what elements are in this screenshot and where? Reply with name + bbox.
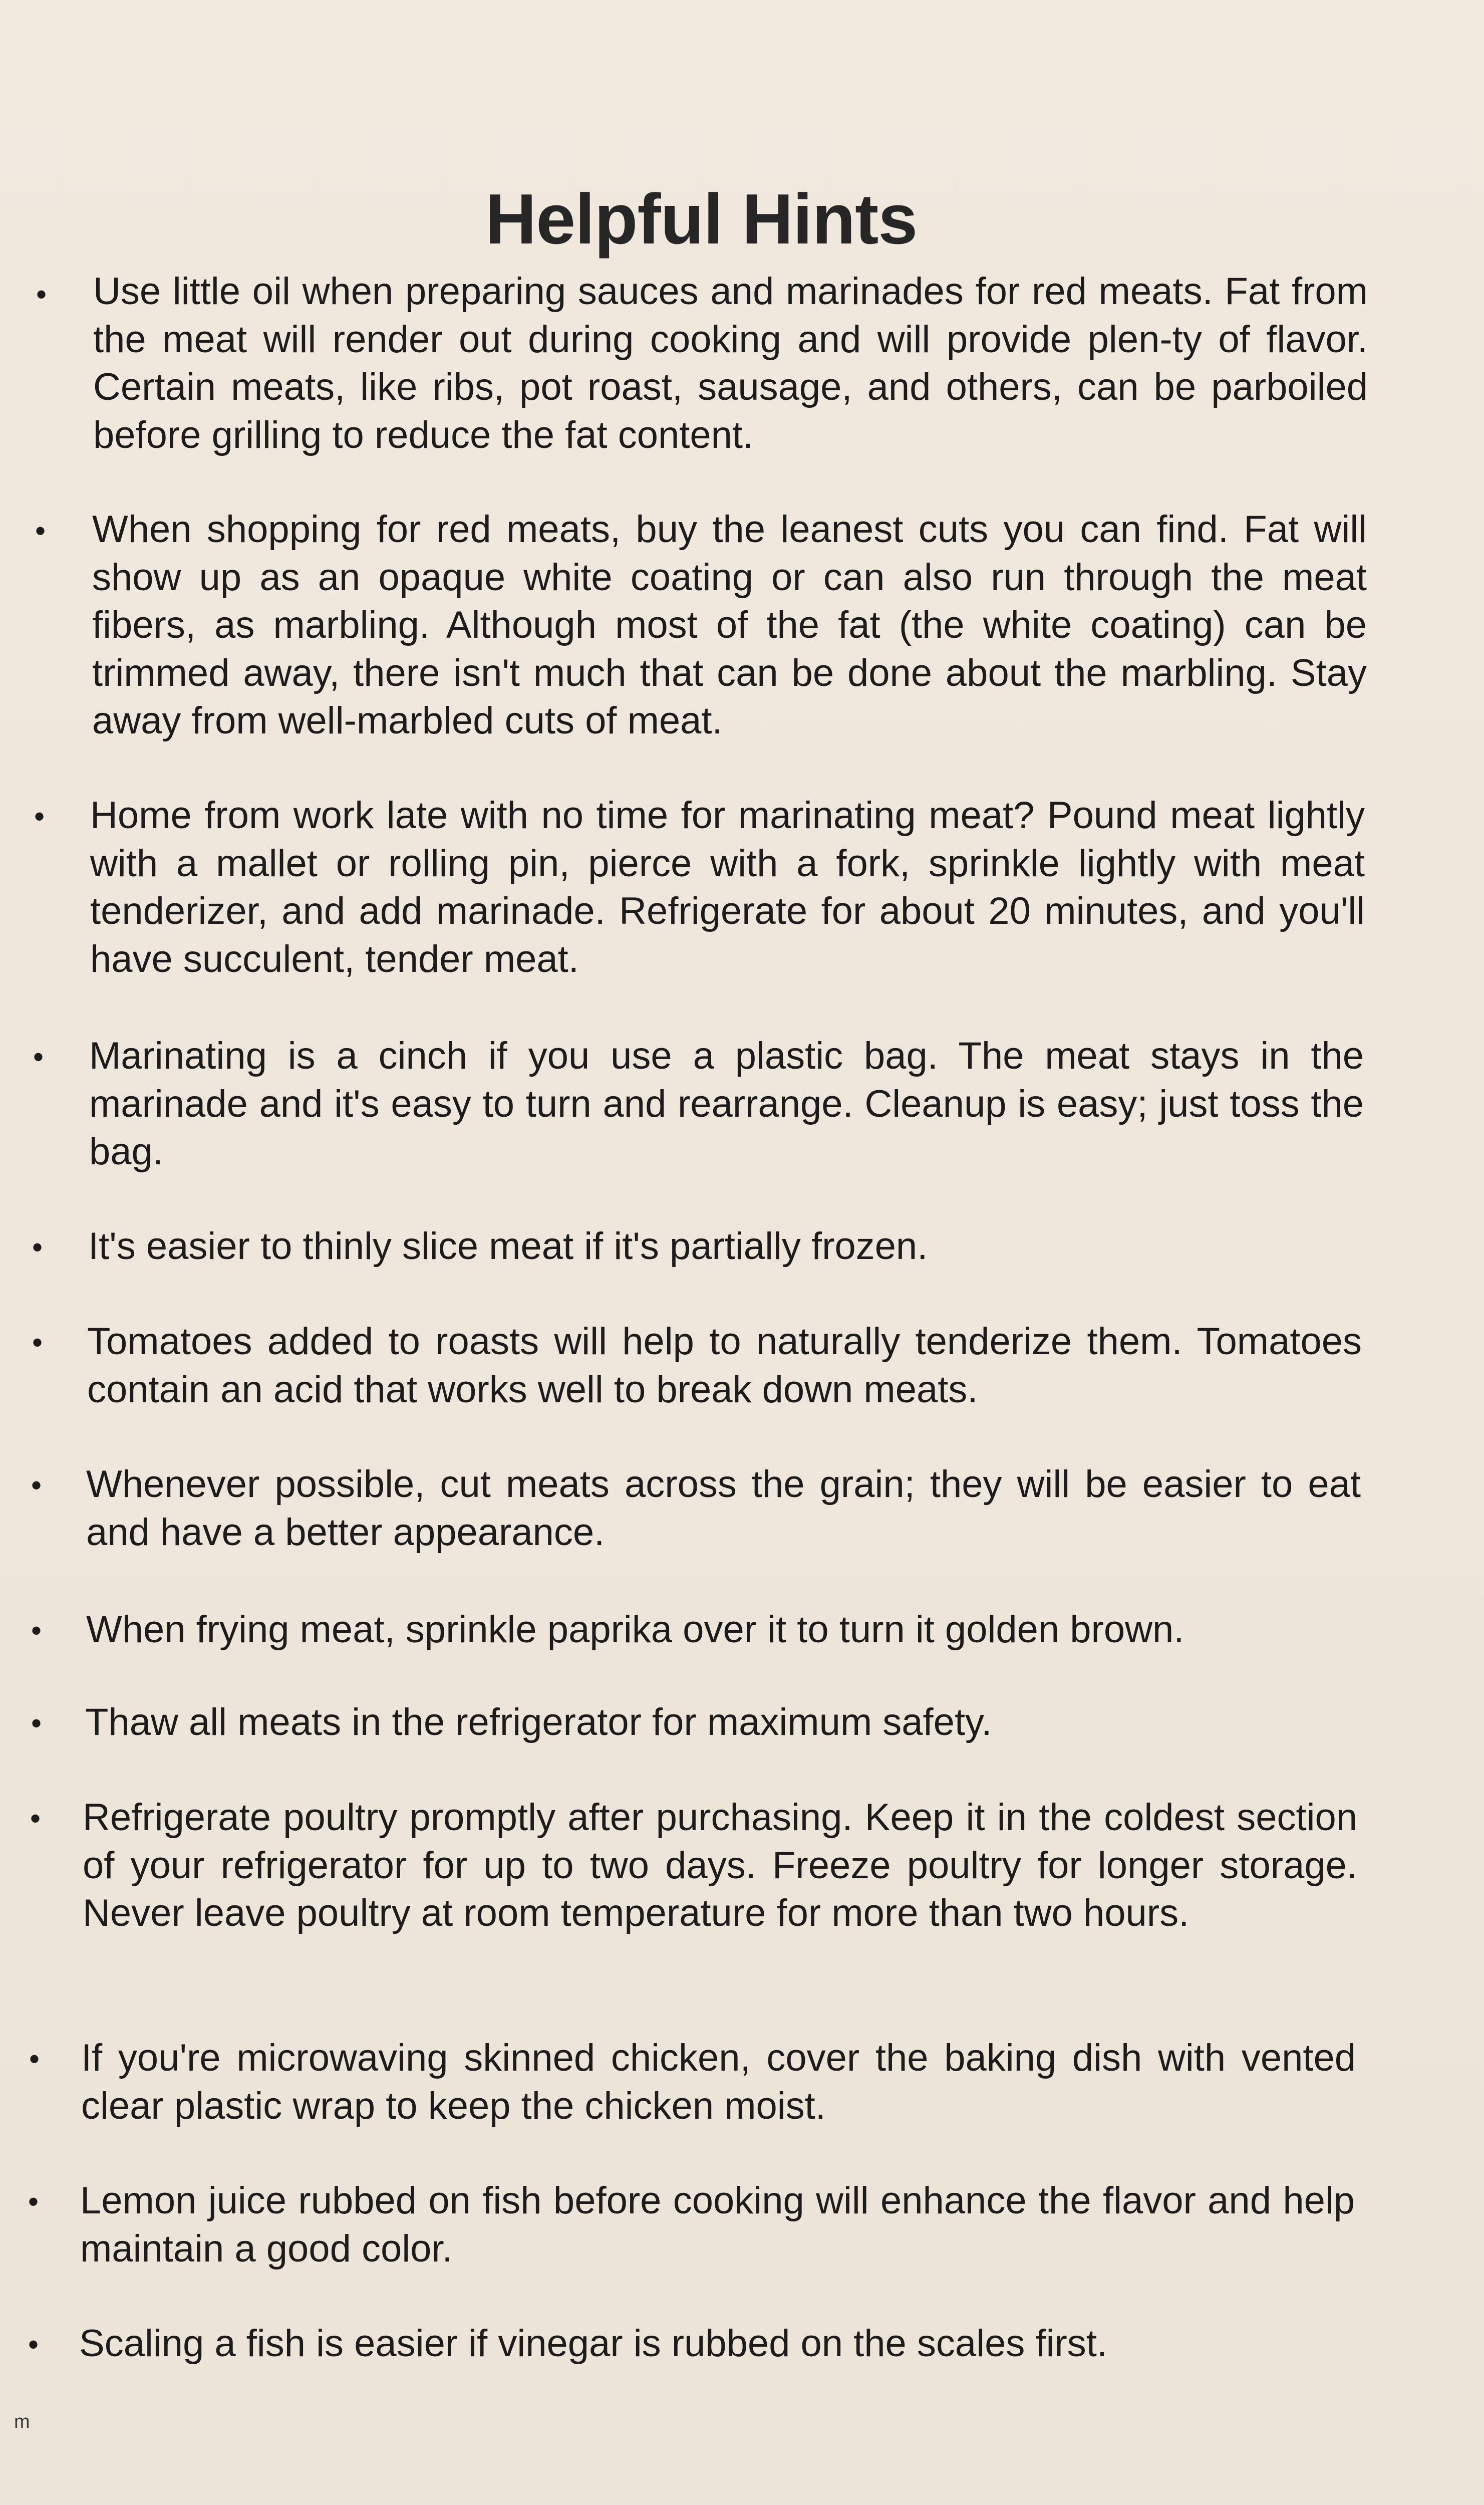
hint-text: Lemon juice rubbed on fish before cooking will enhance the flavor and help maintain a good color. [80,2179,1355,2270]
hint-text: Home from work late with no time for marinating meat? Pound meat lightly with a mallet or rolling pin, pierce with a fork, sprinkle lightly with meat tenderizer, and add marinade. Refrigerate for about 20 minutes, and you'll have succulent, tender meat. [90,794,1365,980]
bullet: • [29,2042,40,2076]
hint-text: Use little oil when preparing sauces and marinades for red meats. Fat from the meat will render out during cooking and will provide plen-ty of flavor. Certain meats, like ribs, pot roast, sausage, and others, can be parboiled before grilling to reduce the fat content. [93,270,1368,456]
hint-text: When shopping for red meats, buy the leanest cuts you can find. Fat will show up as an opaque white coating or can also run through the meat fibers, as marbling. Although most of the fat (the white coating) can be trimmed away, there isn't much that can be done about the marbling. Stay away from well-marbled cuts of meat. [92,508,1367,742]
bullet: • [28,2185,39,2218]
hint-text: Refrigerate poultry promptly after purchasing. Keep it in the coldest section of your refrigerator for up to two days. Freeze poultry for longer storage. Never leave poultry at room temperature for more than two hours. [83,1796,1357,1934]
bullet: • [33,1040,44,1074]
bullet: • [30,1802,41,1835]
hint-text: Scaling a fish is easier if vinegar is rubbed on the scales first. [79,2322,1108,2365]
bullet: • [32,1230,43,1264]
hint-text: Tomatoes added to roasts will help to naturally tenderize them. Tomatoes contain an acid that works well to break down meats. [87,1320,1362,1411]
bullet: • [31,1706,42,1740]
hint-text: Whenever possible, cut meats across the grain; they will be easier to eat and have a better appearance. [86,1463,1361,1554]
bullet: • [31,1614,42,1647]
bullet: • [35,514,46,548]
hint-text: Thaw all meats in the refrigerator for maximum safety. [85,1701,992,1743]
hint-text: Marinating is a cinch if you use a plastic bag. The meat stays in the marinade and it's easy to turn and rearrange. Cleanup is easy; just toss the bag. [89,1035,1364,1173]
bullet: • [36,278,47,311]
hint-text: When frying meat, sprinkle paprika over it to turn it golden brown. [86,1608,1184,1651]
page-title: Helpful Hints [485,179,918,260]
page-marker: m [14,2411,30,2432]
hint-text: It's easier to thinly slice meat if it's partially frozen. [88,1225,928,1268]
hint-text: If you're microwaving skinned chicken, cover the baking dish with vented clear plastic wrap to keep the chicken moist. [81,2037,1356,2127]
bullet: • [31,1468,42,1502]
bullet: • [28,2328,39,2361]
bullet: • [32,1326,43,1359]
bullet: • [34,800,45,833]
